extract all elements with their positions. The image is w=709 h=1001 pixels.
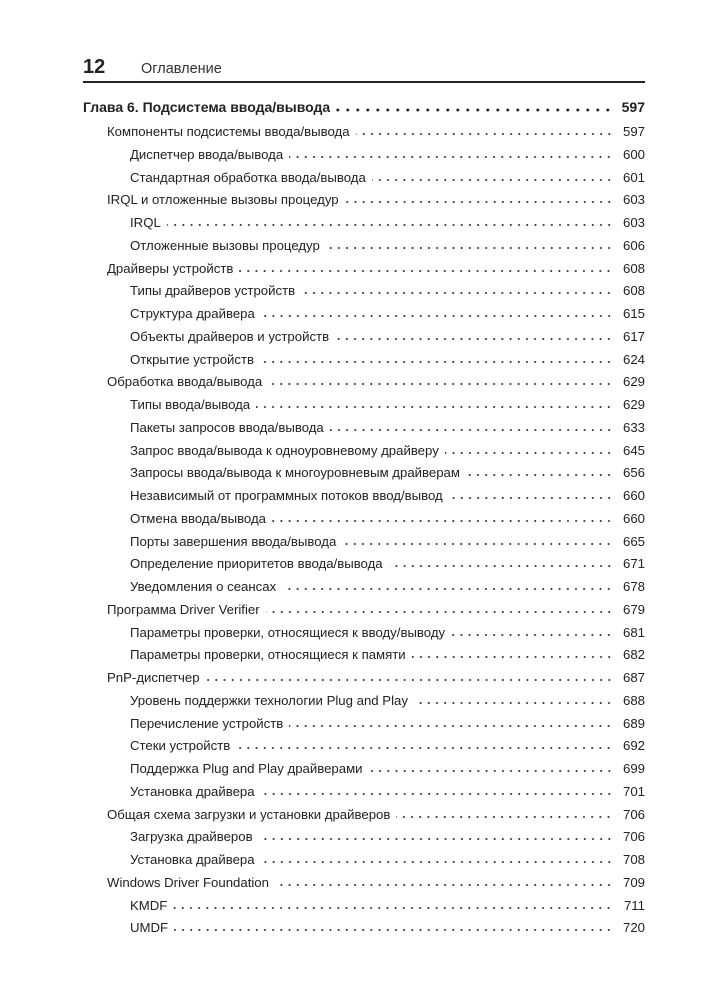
toc-entry[interactable] — [83, 443, 645, 466]
dot-leader — [335, 337, 613, 341]
toc-entry-title: Установка драйвера — [130, 852, 255, 867]
toc-entry-title: IRQL и отложенные вызовы процедур — [107, 192, 339, 208]
toc-entry-title: Диспетчер ввода/вывода — [130, 146, 284, 162]
dot-leader — [326, 246, 613, 250]
dot-leader — [272, 519, 613, 523]
toc-entry[interactable] — [83, 374, 645, 397]
toc-entry[interactable] — [83, 397, 645, 420]
toc-entry-page: 603 — [622, 192, 645, 208]
toc-entry-page: 706 — [622, 806, 645, 822]
toc-entry-title: Отложенные вызовы процедур — [130, 237, 320, 253]
toc-entry-page: 617 — [622, 328, 645, 344]
dot-leader — [167, 223, 613, 227]
dot-leader — [261, 860, 613, 864]
dot-leader — [336, 108, 613, 112]
toc-entry[interactable] — [83, 670, 645, 693]
toc-entry-page: 629 — [622, 397, 645, 412]
toc-entry-page: 606 — [622, 237, 645, 253]
running-title: Оглавление — [141, 61, 222, 77]
toc-entry-title: Запрос ввода/вывода к одноуровневому драйверу — [130, 442, 439, 458]
dot-leader — [330, 428, 613, 432]
toc-entry[interactable] — [83, 192, 645, 215]
toc-entry-page: 656 — [622, 465, 645, 481]
toc-entry-title: IRQL — [130, 215, 161, 230]
toc-entry-title: Уровень поддержки технологии Plug and Play — [130, 692, 408, 708]
toc-entry-page: 687 — [622, 670, 645, 685]
dot-leader — [275, 883, 613, 887]
dot-leader — [282, 587, 613, 591]
toc-entry[interactable] — [83, 124, 645, 147]
dot-leader — [266, 610, 613, 614]
toc-entry-page: 708 — [622, 852, 645, 867]
toc-entry[interactable] — [83, 920, 645, 943]
toc-entry-page: 633 — [622, 419, 645, 435]
toc-entry[interactable] — [83, 306, 645, 329]
toc-entry-title: Отмена ввода/вывода — [130, 510, 266, 526]
dot-leader — [301, 291, 613, 295]
dot-leader — [396, 815, 613, 819]
toc-entry-title: Независимый от программных потоков ввод/вывод — [130, 488, 443, 503]
dot-leader — [445, 451, 613, 455]
toc-entry[interactable] — [83, 170, 645, 193]
toc-entry-title: Windows Driver Foundation — [107, 874, 269, 890]
toc-entry[interactable] — [83, 420, 645, 443]
toc-entry-title: Стеки устройств — [130, 738, 231, 754]
dot-leader — [451, 633, 613, 637]
toc-entry[interactable] — [83, 511, 645, 534]
toc-entry[interactable] — [83, 465, 645, 488]
dot-leader — [414, 701, 613, 705]
toc-entry-page: 608 — [622, 260, 645, 276]
toc-entry-title: Поддержка Plug and Play драйверами — [130, 761, 363, 776]
toc-entry-title: Глава 6. Подсистема ввода/вывода — [83, 99, 331, 115]
toc-entry[interactable] — [83, 898, 645, 921]
toc-entry[interactable] — [83, 784, 645, 807]
toc-entry[interactable] — [83, 829, 645, 852]
toc-entry-title: Общая схема загрузки и установки драйверов — [107, 806, 391, 822]
dot-leader — [256, 405, 613, 409]
toc-entry-page: 720 — [622, 920, 645, 936]
dot-leader — [289, 155, 613, 159]
dot-leader — [466, 473, 613, 477]
toc-entry-title: Запросы ввода/вывода к многоуровневым драйверам — [130, 465, 460, 481]
toc-entry[interactable] — [83, 852, 645, 875]
dot-leader — [261, 314, 613, 318]
toc-entry-title: Открытие устройств — [130, 351, 255, 367]
dot-leader — [261, 792, 613, 796]
toc-entry[interactable] — [83, 283, 645, 306]
toc-entry-page: 624 — [622, 351, 645, 367]
dot-leader — [236, 746, 613, 750]
toc-entry-page: 706 — [622, 829, 645, 845]
dot-leader — [345, 200, 613, 204]
toc-entry[interactable] — [83, 261, 645, 284]
toc-entry[interactable] — [83, 238, 645, 261]
toc-entry-page: 692 — [622, 738, 645, 754]
toc-entry-page: 600 — [622, 146, 645, 162]
toc-entry-page: 688 — [622, 692, 645, 708]
toc-entry[interactable] — [83, 738, 645, 761]
toc-entry-title: Загрузка драйверов — [130, 829, 253, 845]
toc-entry[interactable] — [83, 647, 645, 670]
toc-entry-title: Типы драйверов устройств — [130, 283, 296, 299]
table-of-contents — [83, 99, 645, 943]
toc-chapter[interactable] — [83, 99, 645, 124]
toc-entry-title: Параметры проверки, относящиеся к вводу/выводу — [130, 624, 446, 640]
toc-entry-page: 608 — [622, 283, 645, 299]
toc-entry-page: 615 — [622, 306, 645, 321]
dot-leader — [289, 724, 613, 728]
toc-entry-title: UMDF — [130, 920, 169, 936]
toc-entry-page: 601 — [622, 169, 645, 185]
toc-entry-title: Программа Driver Verifier — [107, 601, 260, 617]
toc-entry-title: Порты завершения ввода/вывода — [130, 533, 337, 549]
toc-entry-page: 660 — [622, 510, 645, 526]
toc-entry-page: 603 — [622, 215, 645, 230]
toc-entry[interactable] — [83, 716, 645, 739]
toc-entry-page: 709 — [622, 874, 645, 890]
toc-entry-page: 629 — [622, 374, 645, 390]
toc-entry-title: PnP-диспетчер — [107, 670, 200, 685]
toc-entry-title: Компоненты подсистемы ввода/вывода — [107, 124, 350, 139]
toc-entry-title: Типы ввода/вывода — [130, 397, 251, 412]
toc-entry-title: Определение приоритетов ввода/вывода — [130, 556, 383, 572]
toc-entry-title: Установка драйвера — [130, 783, 255, 799]
toc-entry-page: 665 — [622, 533, 645, 549]
toc-entry[interactable] — [83, 693, 645, 716]
toc-entry-title: Обработка ввода/вывода — [107, 374, 263, 390]
dot-leader — [173, 906, 613, 910]
toc-entry-page: 689 — [622, 715, 645, 731]
dot-leader — [259, 837, 613, 841]
toc-entry-page: 645 — [622, 442, 645, 458]
dot-leader — [389, 564, 613, 568]
dot-leader — [356, 132, 613, 136]
header-rule — [83, 81, 645, 83]
toc-entry-title: Уведомления о сеансах — [130, 579, 277, 594]
toc-entry-title: Объекты драйверов и устройств — [130, 328, 330, 344]
toc-entry[interactable] — [83, 215, 645, 238]
toc-entry-title: Пакеты запросов ввода/вывода — [130, 419, 324, 435]
toc-entry[interactable] — [83, 352, 645, 375]
toc-entry-title: Перечисление устройств — [130, 715, 284, 731]
toc-entry-page: 597 — [621, 99, 645, 115]
dot-leader — [369, 769, 613, 773]
dot-leader — [260, 360, 613, 364]
toc-entry[interactable] — [83, 488, 645, 511]
page-number: 12 — [83, 56, 106, 78]
toc-entry-page: 678 — [622, 579, 645, 594]
toc-entry-title: Драйверы устройств — [107, 260, 234, 276]
toc-entry[interactable] — [83, 329, 645, 352]
toc-entry[interactable] — [83, 875, 645, 898]
toc-entry-page: 660 — [622, 488, 645, 503]
toc-entry[interactable] — [83, 579, 645, 602]
dot-leader — [239, 269, 613, 273]
toc-entry-page: 711 — [623, 897, 645, 913]
toc-entry[interactable] — [83, 534, 645, 557]
dot-leader — [206, 678, 613, 682]
dot-leader — [174, 928, 613, 932]
toc-entry-page: 682 — [622, 647, 645, 663]
toc-entry-page: 699 — [622, 761, 645, 776]
toc-entry[interactable] — [83, 761, 645, 784]
toc-entry[interactable] — [83, 625, 645, 648]
dot-leader — [268, 382, 613, 386]
toc-entry-page: 679 — [622, 601, 645, 617]
running-header — [83, 56, 222, 79]
toc-entry[interactable] — [83, 807, 645, 830]
dot-leader — [449, 496, 613, 500]
toc-entry-page: 597 — [622, 124, 645, 139]
dot-leader — [372, 178, 613, 182]
toc-entry-page: 671 — [622, 556, 645, 572]
toc-entry-page: 701 — [622, 783, 645, 799]
toc-entry[interactable] — [83, 147, 645, 170]
toc-entry-title: Стандартная обработка ввода/вывода — [130, 169, 366, 185]
toc-entry-title: Параметры проверки, относящиеся к памяти — [130, 647, 406, 663]
toc-entry[interactable] — [83, 556, 645, 579]
dot-leader — [412, 655, 613, 659]
toc-entry-title: KMDF — [130, 897, 168, 913]
toc-entry-page: 681 — [622, 624, 645, 640]
toc-entry-title: Структура драйвера — [130, 306, 255, 321]
toc-entry[interactable] — [83, 602, 645, 625]
dot-leader — [342, 542, 613, 546]
